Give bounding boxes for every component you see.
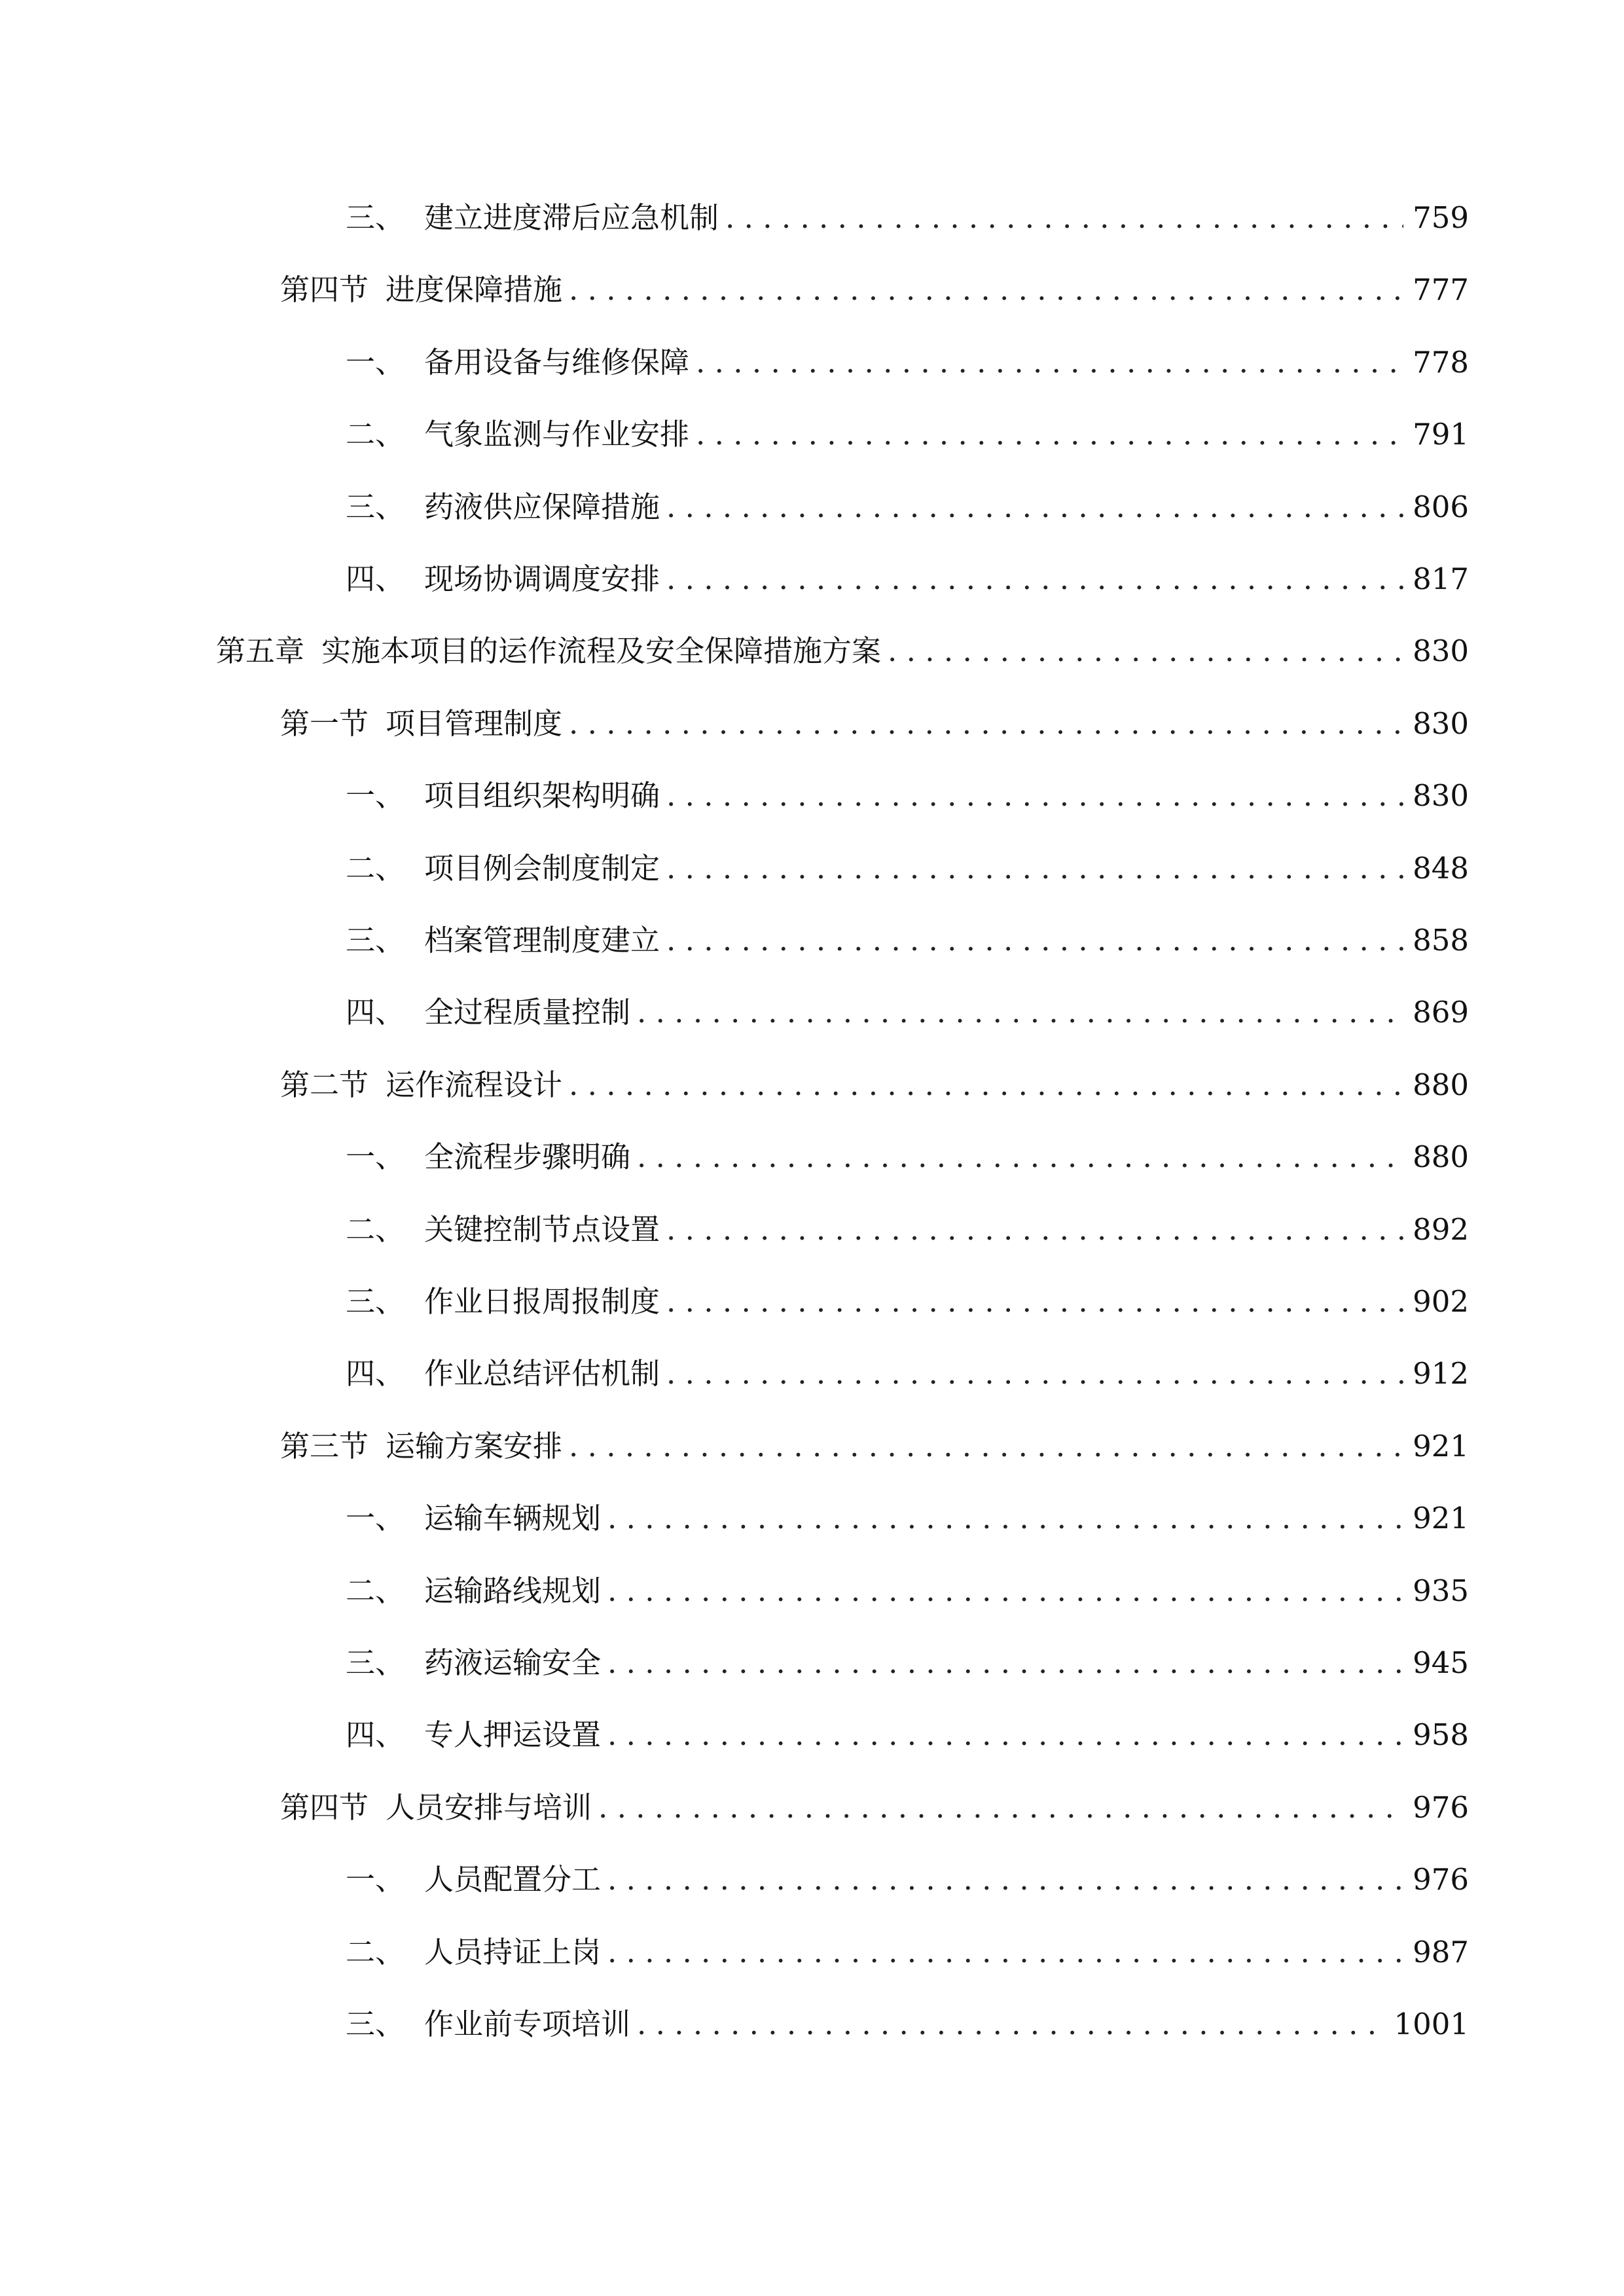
toc-entry-number: 第一节: [280, 706, 369, 741]
toc-entry-title: 关键控制节点设置: [424, 1212, 660, 1247]
toc-entry[interactable]: [346, 1926, 1469, 1979]
toc-entry-title: 运作流程设计: [386, 1067, 563, 1102]
toc-entry-page: 1001: [1394, 2007, 1469, 2041]
toc-entry[interactable]: [280, 698, 1469, 750]
toc-entry-title: 全过程质量控制: [424, 995, 631, 1030]
toc-entry-number: 四、: [346, 1717, 405, 1752]
toc-entry-number: 三、: [346, 490, 405, 524]
toc-entry-number: 二、: [346, 1573, 405, 1608]
toc-entry-number: 一、: [346, 778, 405, 813]
toc-entry-number: 一、: [346, 1501, 405, 1535]
toc-entry-page: 921: [1413, 1429, 1469, 1463]
toc-leader-dots: [666, 553, 1403, 605]
toc-entry[interactable]: [346, 770, 1469, 822]
toc-entry[interactable]: [280, 1782, 1469, 1834]
toc-entry-page: 987: [1413, 1935, 1469, 1969]
toc-entry[interactable]: [346, 408, 1469, 461]
toc-entry-title: 建立进度滞后应急机制: [424, 200, 719, 235]
toc-leader-dots: [607, 1926, 1403, 1979]
toc-entry-page: 912: [1413, 1356, 1469, 1391]
toc-entry-page: 869: [1413, 995, 1469, 1030]
toc-entry-number: 第五章: [216, 634, 305, 668]
toc-leader-dots: [666, 770, 1403, 822]
toc-leader-dots: [725, 192, 1403, 244]
toc-entry-page: 958: [1413, 1717, 1469, 1752]
toc-leader-dots: [569, 1059, 1403, 1111]
toc-entry[interactable]: [346, 1204, 1469, 1256]
toc-entry-title: 人员配置分工: [424, 1862, 602, 1897]
toc-entry-page: 921: [1413, 1501, 1469, 1535]
toc-leader-dots: [607, 1709, 1403, 1761]
toc-entry-number: 二、: [346, 1935, 405, 1969]
toc-leader-dots: [607, 1565, 1403, 1617]
toc-entry[interactable]: [346, 1854, 1469, 1906]
toc-entry-page: 830: [1413, 778, 1469, 813]
toc-leader-dots: [569, 1420, 1403, 1473]
toc-entry-page: 902: [1413, 1284, 1469, 1319]
toc-entry-number: 三、: [346, 200, 405, 235]
toc-leader-dots: [666, 481, 1403, 533]
toc-entry-number: 第四节: [280, 272, 369, 307]
toc-leader-dots: [666, 1276, 1403, 1328]
toc-leader-dots: [696, 336, 1403, 389]
toc-entry-title: 档案管理制度建立: [424, 923, 660, 958]
toc-entry-number: 一、: [346, 345, 405, 380]
toc-entry-number: 一、: [346, 1139, 405, 1174]
toc-entry-page: 858: [1413, 923, 1469, 958]
toc-leader-dots: [888, 625, 1403, 677]
toc-entry-title: 运输车辆规划: [424, 1501, 602, 1535]
toc-entry-title: 药液供应保障措施: [424, 490, 660, 524]
toc-entry-title: 作业总结评估机制: [424, 1356, 660, 1391]
toc-entry-page: 880: [1413, 1067, 1469, 1102]
toc-entry-title: 专人押运设置: [424, 1717, 602, 1752]
toc-entry[interactable]: [346, 1998, 1469, 2051]
toc-entry[interactable]: [346, 1276, 1469, 1328]
toc-entry-page: 777: [1413, 272, 1469, 307]
toc-entry[interactable]: [280, 1059, 1469, 1111]
toc-entry[interactable]: [280, 1420, 1469, 1473]
toc-entry-page: 945: [1413, 1645, 1469, 1680]
toc-entry[interactable]: [346, 336, 1469, 389]
toc-leader-dots: [637, 1998, 1384, 2051]
toc-entry-page: 817: [1413, 562, 1469, 596]
toc-entry-number: 第三节: [280, 1429, 369, 1463]
toc-entry-title: 实施本项目的运作流程及安全保障措施方案: [321, 634, 882, 668]
toc-leader-dots: [666, 842, 1403, 895]
toc-leader-dots: [607, 1637, 1403, 1689]
toc-entry-number: 四、: [346, 1356, 405, 1391]
toc-entry-title: 进度保障措施: [386, 272, 563, 307]
toc-entry-title: 作业前专项培训: [424, 2007, 631, 2041]
toc-entry-number: 三、: [346, 2007, 405, 2041]
toc-entry-title: 运输路线规划: [424, 1573, 602, 1608]
toc-entry-page: 892: [1413, 1212, 1469, 1247]
toc-entry-title: 现场协调调度安排: [424, 562, 660, 596]
toc-entry-page: 830: [1413, 706, 1469, 741]
toc-leader-dots: [637, 1131, 1403, 1183]
toc-entry-page: 935: [1413, 1573, 1469, 1608]
toc-leader-dots: [637, 986, 1403, 1039]
toc-entry-page: 880: [1413, 1139, 1469, 1174]
toc-entry[interactable]: [346, 192, 1469, 244]
toc-entry[interactable]: [346, 553, 1469, 605]
toc-entry-page: 778: [1413, 345, 1469, 380]
toc-entry-title: 全流程步骤明确: [424, 1139, 631, 1174]
toc-entry-page: 806: [1413, 490, 1469, 524]
toc-leader-dots: [666, 914, 1403, 967]
toc-entry-page: 759: [1413, 200, 1469, 235]
toc-leader-dots: [569, 264, 1403, 316]
toc-entry[interactable]: [216, 625, 1469, 677]
toc-entry-page: 848: [1413, 851, 1469, 886]
toc-entry-title: 气象监测与作业安排: [424, 417, 690, 452]
toc-entry-number: 第四节: [280, 1790, 369, 1825]
toc-entry-number: 二、: [346, 851, 405, 886]
toc-entry-page: 830: [1413, 634, 1469, 668]
toc-entry-title: 药液运输安全: [424, 1645, 602, 1680]
toc-entry[interactable]: [346, 842, 1469, 895]
toc-leader-dots: [666, 1204, 1403, 1256]
toc-entry-number: 四、: [346, 995, 405, 1030]
toc-entry-number: 二、: [346, 417, 405, 452]
toc-entry[interactable]: [346, 986, 1469, 1039]
toc-entry-page: 791: [1413, 417, 1469, 452]
toc-entry[interactable]: [346, 1709, 1469, 1761]
toc-leader-dots: [696, 408, 1403, 461]
toc-entry-title: 备用设备与维修保障: [424, 345, 690, 380]
toc-entry-number: 第二节: [280, 1067, 369, 1102]
toc-entry-title: 作业日报周报制度: [424, 1284, 660, 1319]
toc-entry-title: 项目组织架构明确: [424, 778, 660, 813]
toc-entry-title: 项目管理制度: [386, 706, 563, 741]
toc-entry-title: 人员持证上岗: [424, 1935, 602, 1969]
toc-entry-number: 一、: [346, 1862, 405, 1897]
toc-entry[interactable]: [280, 264, 1469, 316]
toc-entry[interactable]: [346, 1131, 1469, 1183]
toc-entry[interactable]: [346, 481, 1469, 533]
toc-entry[interactable]: [346, 1492, 1469, 1545]
toc-entry[interactable]: [346, 1565, 1469, 1617]
toc-entry-number: 三、: [346, 1284, 405, 1319]
toc-leader-dots: [607, 1854, 1403, 1906]
toc-entry-number: 四、: [346, 562, 405, 596]
toc-entry[interactable]: [346, 1637, 1469, 1689]
toc-entry[interactable]: [346, 1348, 1469, 1400]
toc-entry-page: 976: [1413, 1862, 1469, 1897]
toc-entry-page: 976: [1413, 1790, 1469, 1825]
toc-entry-number: 二、: [346, 1212, 405, 1247]
toc-entry-number: 三、: [346, 1645, 405, 1680]
toc-entry-title: 人员安排与培训: [386, 1790, 592, 1825]
toc-entry-title: 运输方案安排: [386, 1429, 563, 1463]
toc-leader-dots: [666, 1348, 1403, 1400]
toc-leader-dots: [569, 698, 1403, 750]
toc-entry-number: 三、: [346, 923, 405, 958]
toc-entry-title: 项目例会制度制定: [424, 851, 660, 886]
toc-leader-dots: [598, 1782, 1403, 1834]
toc-entry[interactable]: [346, 914, 1469, 967]
toc-leader-dots: [607, 1492, 1403, 1545]
